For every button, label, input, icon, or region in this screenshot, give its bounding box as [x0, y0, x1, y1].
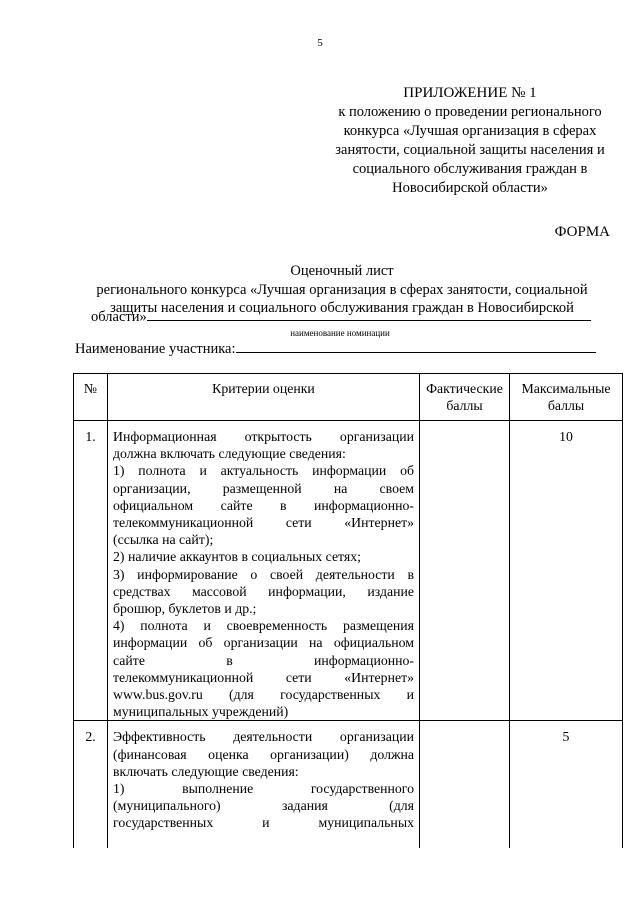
appendix-line: Новосибирской области»	[392, 180, 548, 196]
nomination-caption: наименование номинации	[290, 328, 390, 338]
criteria-cell	[108, 721, 420, 849]
region-prefix: области»	[91, 309, 147, 325]
criteria-line: (ссылка на сайт);	[113, 532, 214, 548]
actual-score-cell[interactable]	[420, 721, 510, 849]
criteria-line: брошюр, буклетов и др.;	[113, 601, 257, 617]
participant-field[interactable]	[236, 340, 596, 353]
table-row	[74, 721, 623, 849]
form-label: ФОРМА	[554, 224, 610, 240]
criteria-table	[73, 373, 623, 848]
criteria-line: www.bus.gov.ru (для государственных и	[113, 687, 414, 703]
criteria-line: должна включать следующие сведения:	[113, 446, 346, 462]
table-row	[74, 421, 623, 721]
appendix-title: ПРИЛОЖЕНИЕ № 1	[403, 85, 537, 101]
header-num: №	[74, 374, 108, 421]
row-number: 2.	[74, 721, 108, 849]
criteria-line: телекоммуникационной сети «Интернет»	[113, 669, 414, 685]
appendix-line: конкурса «Лучшая организация в сферах	[343, 123, 597, 139]
criteria-line: 1) полнота и актуальность информации об	[113, 463, 414, 479]
appendix-line: социального обслуживания граждан в	[352, 161, 588, 177]
criteria-line: телекоммуникационной сети «Интернет»	[113, 515, 414, 531]
nomination-field[interactable]	[147, 308, 591, 321]
criteria-line: 3) информирование о своей деятельности в	[113, 566, 414, 582]
table-header-row	[74, 374, 623, 421]
criteria-line: средствах массовой информации, издание	[113, 583, 414, 599]
criteria-line: (финансовая оценка организации) должна	[113, 746, 414, 762]
sheet-line: регионального конкурса «Лучшая организация в сферах занятости, социальной	[96, 281, 588, 298]
criteria-line: (муниципального) задания (для	[113, 798, 414, 814]
sheet-title: Оценочный лист	[290, 263, 394, 279]
criteria-line: муниципальных учреждений)	[113, 704, 289, 720]
criteria-line: информации об организации на официальном	[113, 635, 414, 651]
appendix-line: занятости, социальной защиты населения и	[335, 142, 605, 158]
participant-label: Наименование участника:	[75, 341, 236, 357]
max-score: 5	[510, 721, 623, 849]
actual-score-cell[interactable]	[420, 421, 510, 721]
criteria-line: Эффективность деятельности организации	[113, 729, 414, 745]
criteria-line: государственных и муниципальных	[113, 815, 414, 831]
criteria-line: 1) выполнение государственного	[113, 781, 414, 797]
appendix-block	[300, 84, 640, 198]
sheet-line: защиты населения и социального обслуживания граждан в Новосибирской	[110, 300, 574, 316]
criteria-line: 2) наличие аккаунтов в социальных сетях;	[113, 549, 361, 565]
nomination-line	[91, 308, 591, 326]
criteria-line: организации, размещенной на своем	[113, 480, 414, 496]
header-criteria: Критерии оценки	[108, 374, 420, 421]
criteria-line: включать следующие сведения:	[113, 763, 299, 779]
header-actual: Фактические баллы	[420, 374, 510, 421]
criteria-line: Информационная открытость организации	[113, 429, 414, 444]
criteria-line: 4) полнота и своевременность размещения	[113, 618, 414, 634]
header-max: Максимальные баллы	[510, 374, 623, 421]
criteria-line: официальном сайте в информационно-	[113, 497, 414, 513]
participant-line	[75, 340, 596, 358]
row-number: 1.	[74, 421, 108, 721]
max-score: 10	[510, 421, 623, 721]
criteria-line: сайте в информационно-	[113, 652, 414, 668]
appendix-line: к положению о проведении регионального	[338, 104, 602, 120]
criteria-cell	[108, 421, 420, 721]
page-number: 5	[317, 37, 323, 49]
